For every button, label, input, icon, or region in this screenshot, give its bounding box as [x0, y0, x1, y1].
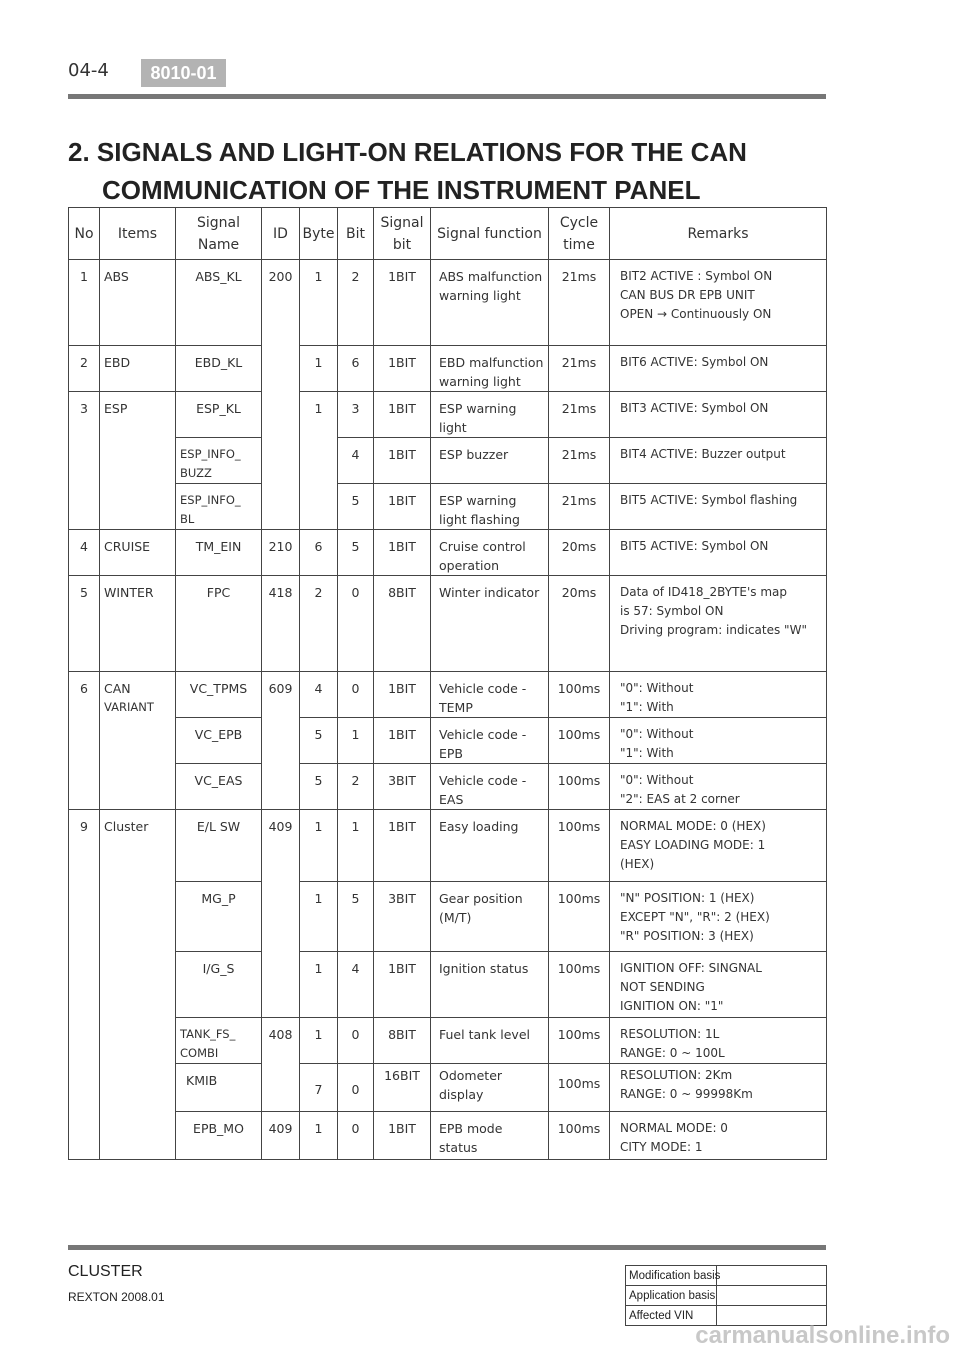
cell-item: ABS: [100, 260, 176, 346]
cell-remarks: BIT6 ACTIVE: Symbol ON: [610, 346, 827, 392]
cell-signal: FPC: [176, 576, 262, 672]
cell-function: Fuel tank level: [431, 1018, 549, 1064]
cell-remarks: BIT5 ACTIVE: Symbol flashing: [610, 484, 827, 530]
cell-function: Winter indicator: [431, 576, 549, 672]
application-row: [626, 1286, 827, 1306]
table-row: [69, 952, 827, 1018]
cell-cycle: 100ms: [549, 1064, 610, 1112]
footer-rule: [68, 1245, 826, 1250]
cell-id: 210: [262, 530, 300, 576]
cell-bit: 2: [338, 260, 374, 346]
col-header-signal-name: Signal Name: [176, 208, 262, 260]
cell-signal: EPB_MO: [176, 1112, 262, 1160]
cell-byte: 4: [300, 672, 338, 718]
cell-bit: 1: [338, 810, 374, 882]
cell-cycle: 100ms: [549, 952, 610, 1018]
table-row: [69, 260, 827, 346]
table-row: [69, 718, 827, 764]
cell-no: 6: [69, 672, 100, 810]
cell-signal: MG_P: [176, 882, 262, 952]
page-number: 04-4: [68, 60, 109, 81]
cell-remarks: IGNITION OFF: SINGNAL NOT SENDING IGNITION ON: "1": [610, 952, 827, 1018]
cell-byte: 5: [300, 718, 338, 764]
cell-no: 5: [69, 576, 100, 672]
cell-signal-bit: 1BIT: [374, 1112, 431, 1160]
watermark: carmanualsonline.info: [695, 1322, 950, 1349]
table-row: [69, 1112, 827, 1160]
table-row: [69, 882, 827, 952]
cell-signal: EBD_KL: [176, 346, 262, 392]
cell-signal: TM_EIN: [176, 530, 262, 576]
cell-signal: I/G_S: [176, 952, 262, 1018]
cell-function: Vehicle code - TEMP: [431, 672, 549, 718]
cell-remarks: RESOLUTION: 2Km RANGE: 0 ~ 99998Km: [610, 1064, 827, 1112]
section-title-line-1: 2. SIGNALS AND LIGHT-ON RELATIONS FOR THE CAN: [68, 137, 747, 167]
cell-byte: 1: [300, 260, 338, 346]
cell-function: Gear position (M/T): [431, 882, 549, 952]
cell-function: EPB mode status: [431, 1112, 549, 1160]
cell-item: EBD: [100, 346, 176, 392]
modification-basis-value: [717, 1266, 827, 1286]
cell-cycle: 21ms: [549, 438, 610, 484]
cell-cycle: 100ms: [549, 1112, 610, 1160]
cell-remarks: RESOLUTION: 1L RANGE: 0 ~ 100L: [610, 1018, 827, 1064]
cell-signal: TANK_FS_ COMBI: [176, 1018, 262, 1064]
cell-function: Easy loading: [431, 810, 549, 882]
col-header-items: Items: [100, 208, 176, 260]
cell-signal-bit: 1BIT: [374, 260, 431, 346]
cell-no: 3: [69, 392, 100, 530]
cell-bit: 0: [338, 1064, 374, 1112]
cell-byte: 1: [300, 346, 338, 392]
cell-bit: 5: [338, 484, 374, 530]
table-row: [69, 392, 827, 438]
cell-cycle: 21ms: [549, 484, 610, 530]
cell-bit: 4: [338, 952, 374, 1018]
footer-chapter-title: CLUSTER: [68, 1263, 143, 1280]
cell-cycle: 100ms: [549, 672, 610, 718]
cell-bit: 6: [338, 346, 374, 392]
cell-id: 609: [262, 672, 300, 810]
cell-byte: 2: [300, 576, 338, 672]
cell-signal: ESP_INFO_ BL: [176, 484, 262, 530]
cell-signal-bit: 1BIT: [374, 672, 431, 718]
cell-byte: 1: [300, 952, 338, 1018]
cell-signal: VC_EPB: [176, 718, 262, 764]
table-row: [69, 484, 827, 530]
table-row: [69, 1018, 827, 1064]
cell-function: Odometer display: [431, 1064, 549, 1112]
cell-cycle: 100ms: [549, 718, 610, 764]
cell-signal-bit: 3BIT: [374, 882, 431, 952]
cell-signal: ESP_KL: [176, 392, 262, 438]
cell-remarks: BIT3 ACTIVE: Symbol ON: [610, 392, 827, 438]
cell-bit: 4: [338, 438, 374, 484]
table-row: [69, 576, 827, 672]
col-header-cycle-time: Cycle time: [549, 208, 610, 260]
cell-bit: 2: [338, 764, 374, 810]
application-basis-label: Application basis: [626, 1286, 717, 1306]
cell-cycle: 21ms: [549, 260, 610, 346]
cell-signal-bit: 1BIT: [374, 392, 431, 438]
cell-cycle: 100ms: [549, 810, 610, 882]
cell-no: 2: [69, 346, 100, 392]
cell-item: WINTER: [100, 576, 176, 672]
cell-function: ABS malfunction warning light: [431, 260, 549, 346]
cell-id: 408: [262, 1018, 300, 1112]
table-row: [69, 672, 827, 718]
cell-function: Vehicle code - EPB: [431, 718, 549, 764]
can-signal-table: [68, 207, 827, 1160]
cell-remarks: "N" POSITION: 1 (HEX) EXCEPT "N", "R": 2 (HEX) "R" POSITION: 3 (HEX): [610, 882, 827, 952]
col-header-signal-function: Signal function: [431, 208, 549, 260]
cell-signal-bit: 1BIT: [374, 346, 431, 392]
cell-id: 418: [262, 576, 300, 672]
cell-bit: 5: [338, 530, 374, 576]
col-header-byte: Byte: [300, 208, 338, 260]
cell-remarks: "0": Without "1": With: [610, 718, 827, 764]
cell-id: 200: [262, 260, 300, 530]
cell-item: CRUISE: [100, 530, 176, 576]
cell-id: 409: [262, 1112, 300, 1160]
cell-byte: 6: [300, 530, 338, 576]
cell-id: 409: [262, 810, 300, 1018]
cell-bit: 5: [338, 882, 374, 952]
cell-item: Cluster: [100, 810, 176, 1160]
col-header-no: No: [69, 208, 100, 260]
section-title: [68, 133, 828, 209]
cell-signal: ABS_KL: [176, 260, 262, 346]
table-row: [69, 810, 827, 882]
cell-byte: 1: [300, 392, 338, 530]
col-header-id: ID: [262, 208, 300, 260]
cell-signal-bit: 1BIT: [374, 810, 431, 882]
affected-vin-label: Affected VIN: [626, 1306, 717, 1326]
cell-remarks: "0": Without "2": EAS at 2 corner: [610, 764, 827, 810]
cell-remarks: BIT4 ACTIVE: Buzzer output: [610, 438, 827, 484]
modification-row: [626, 1266, 827, 1286]
table-row: [69, 764, 827, 810]
table-row: [69, 530, 827, 576]
cell-no: 4: [69, 530, 100, 576]
cell-signal: VC_EAS: [176, 764, 262, 810]
cell-cycle: 21ms: [549, 346, 610, 392]
cell-cycle: 20ms: [549, 530, 610, 576]
cell-cycle: 21ms: [549, 392, 610, 438]
cell-function: Vehicle code - EAS: [431, 764, 549, 810]
col-header-bit: Bit: [338, 208, 374, 260]
col-header-signal-bit: Signal bit: [374, 208, 431, 260]
cell-bit: 0: [338, 576, 374, 672]
cell-signal: VC_TPMS: [176, 672, 262, 718]
cell-byte: 1: [300, 882, 338, 952]
cell-remarks: BIT2 ACTIVE : Symbol ON CAN BUS DR EPB UNIT OPEN → Continuously ON: [610, 260, 827, 346]
footer-model-date: REXTON 2008.01: [68, 1290, 165, 1304]
cell-function: ESP warning light flashing: [431, 484, 549, 530]
cell-function: EBD malfunction warning light: [431, 346, 549, 392]
cell-signal: KMIB: [176, 1064, 262, 1112]
cell-signal-bit: 1BIT: [374, 718, 431, 764]
cell-signal-bit: 3BIT: [374, 764, 431, 810]
cell-item: ESP: [100, 392, 176, 530]
cell-signal-bit: 1BIT: [374, 438, 431, 484]
cell-function: ESP buzzer: [431, 438, 549, 484]
cell-no: 9: [69, 810, 100, 1160]
cell-byte: 1: [300, 810, 338, 882]
cell-signal-bit: 1BIT: [374, 484, 431, 530]
table-row: [69, 346, 827, 392]
cell-signal-bit: 8BIT: [374, 1018, 431, 1064]
table-row: [69, 1064, 827, 1112]
cell-remarks: NORMAL MODE: 0 (HEX) EASY LOADING MODE: 1 (HEX): [610, 810, 827, 882]
application-basis-value: [717, 1286, 827, 1306]
cell-function: Cruise control operation: [431, 530, 549, 576]
cell-bit: 0: [338, 1112, 374, 1160]
cell-byte: 7: [300, 1064, 338, 1112]
cell-cycle: 100ms: [549, 882, 610, 952]
cell-remarks: NORMAL MODE: 0 CITY MODE: 1: [610, 1112, 827, 1160]
section-code-badge: 8010-01: [141, 59, 226, 87]
modification-box: [625, 1265, 827, 1326]
cell-bit: 0: [338, 672, 374, 718]
cell-signal-bit: 1BIT: [374, 530, 431, 576]
cell-signal-bit: 1BIT: [374, 952, 431, 1018]
cell-no: 1: [69, 260, 100, 346]
table-row: [69, 438, 827, 484]
table-header-row: [69, 208, 827, 260]
cell-bit: 3: [338, 392, 374, 438]
cell-remarks: Data of ID418_2BYTE's map is 57: Symbol ON Driving program: indicates "W": [610, 576, 827, 672]
cell-remarks: BIT5 ACTIVE: Symbol ON: [610, 530, 827, 576]
modification-basis-label: Modification basis: [626, 1266, 717, 1286]
cell-cycle: 20ms: [549, 576, 610, 672]
section-title-line-2: COMMUNICATION OF THE INSTRUMENT PANEL: [102, 175, 701, 205]
cell-bit: 0: [338, 1018, 374, 1064]
cell-cycle: 100ms: [549, 764, 610, 810]
header-rule: [68, 94, 826, 99]
cell-item: CAN VARIANT: [100, 672, 176, 810]
cell-byte: 1: [300, 1112, 338, 1160]
cell-signal: ESP_INFO_ BUZZ: [176, 438, 262, 484]
cell-cycle: 100ms: [549, 1018, 610, 1064]
col-header-remarks: Remarks: [610, 208, 827, 260]
cell-signal-bit: 8BIT: [374, 576, 431, 672]
cell-signal: E/L SW: [176, 810, 262, 882]
cell-function: ESP warning light: [431, 392, 549, 438]
cell-byte: 1: [300, 1018, 338, 1064]
cell-signal-bit: 16BIT: [374, 1064, 431, 1112]
cell-byte: 5: [300, 764, 338, 810]
cell-remarks: "0": Without "1": With: [610, 672, 827, 718]
cell-bit: 1: [338, 718, 374, 764]
cell-function: Ignition status: [431, 952, 549, 1018]
